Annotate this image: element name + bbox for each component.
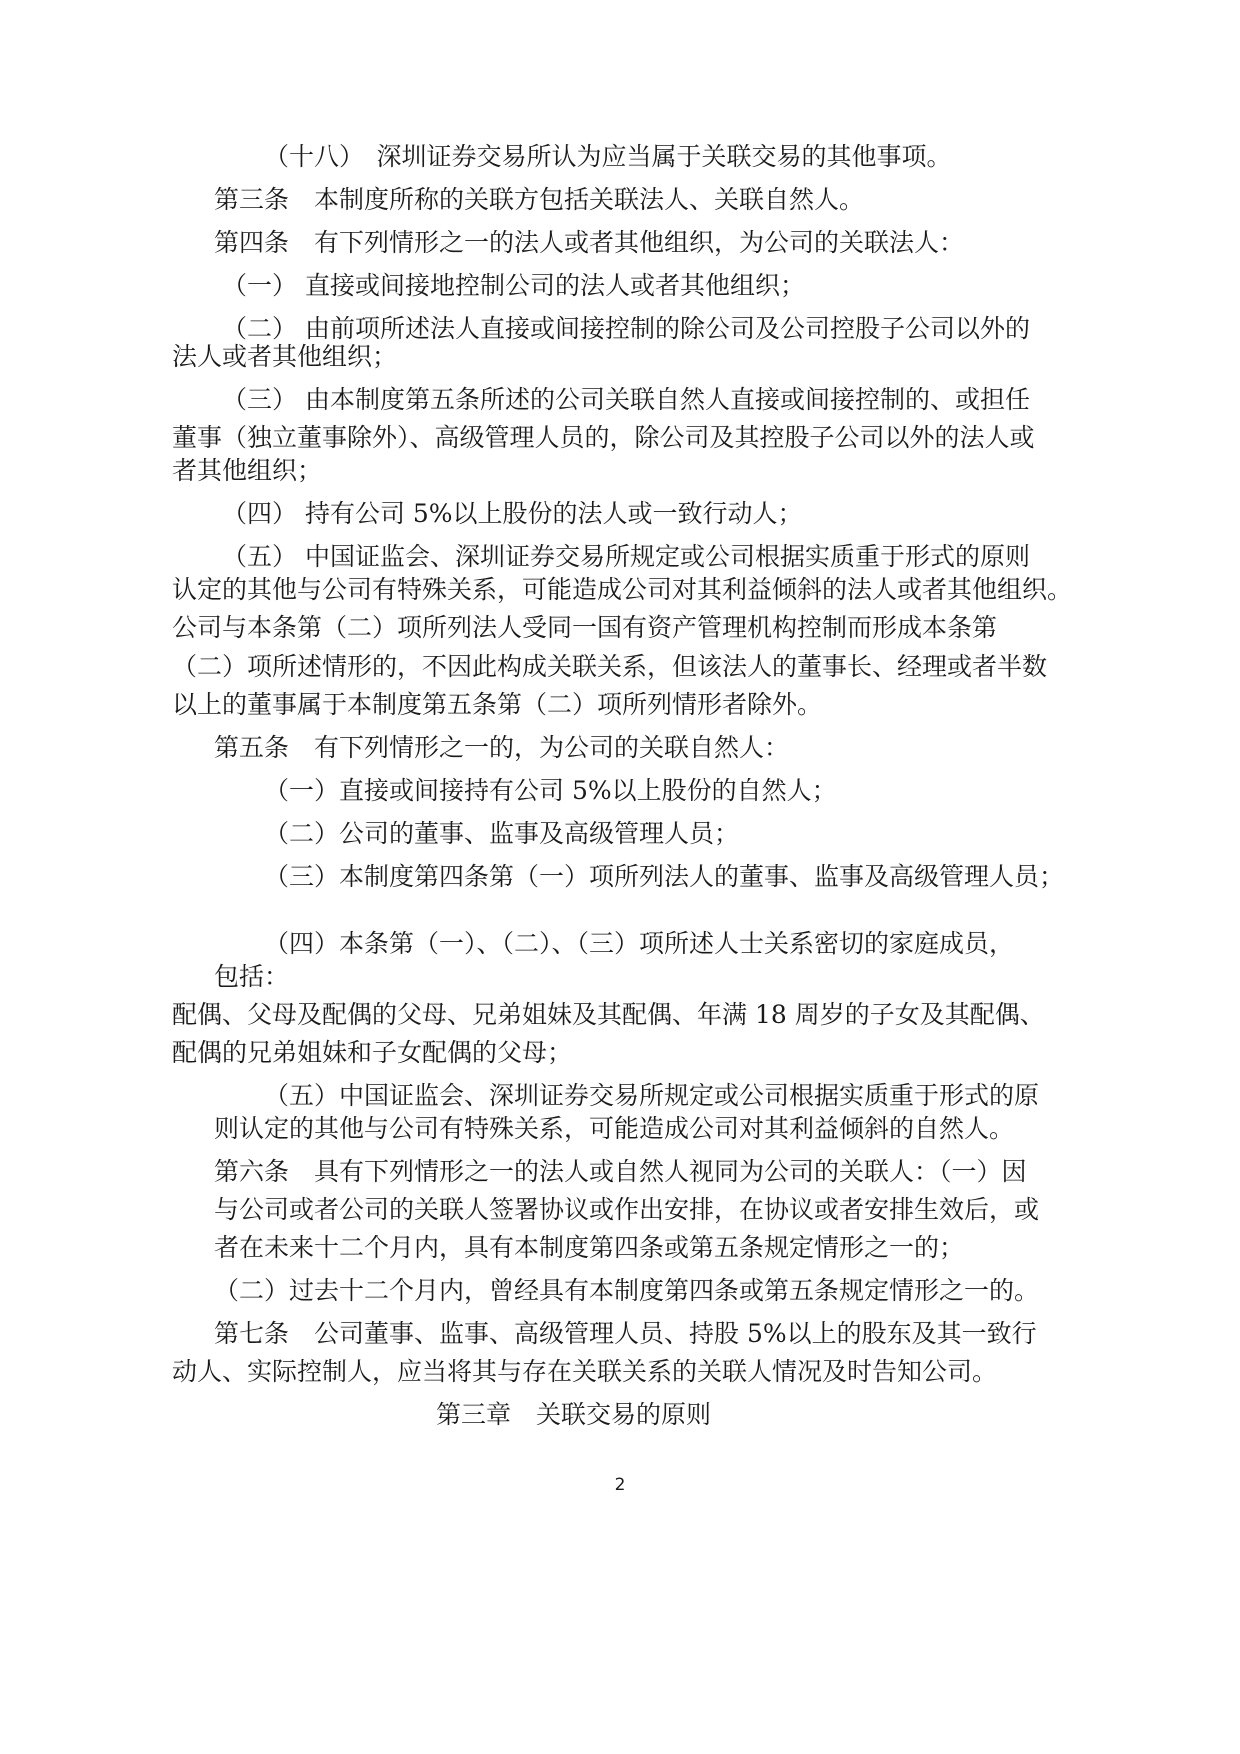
article-4-line: 第四条 有下列情形之一的法人或者其他组织，为公司的关联法人：	[214, 228, 965, 257]
text-line: （四） 持有公司 5%以上股份的法人或一致行动人；	[222, 499, 803, 528]
text-line: （一） 直接或间接地控制公司的法人或者其他组织；	[222, 271, 805, 300]
text-line: （二）项所述情形的，不因此构成关联关系，但该法人的董事长、经理或者半数	[172, 652, 1048, 681]
text-line: 者在未来十二个月内，具有本制度第四条或第五条规定情形之一的；	[214, 1233, 965, 1262]
text-line: （三） 由本制度第五条所述的公司关联自然人直接或间接控制的、或担任	[222, 385, 1030, 414]
article-7-line: 第七条 公司董事、监事、高级管理人员、持股 5%以上的股东及其一致行	[214, 1319, 1037, 1348]
text-line: （二）过去十二个月内，曾经具有本制度第四条或第五条规定情形之一的。	[214, 1276, 1040, 1305]
text-line: （十八） 深圳证券交易所认为应当属于关联交易的其他事项。	[264, 142, 952, 171]
article-5-line: 第五条 有下列情形之一的，为公司的关联自然人：	[214, 733, 790, 762]
text-line: （三）本制度第四条第（一）项所列法人的董事、监事及高级管理人员；	[264, 862, 1065, 891]
text-line: 认定的其他与公司有特殊关系，可能造成公司对其利益倾斜的法人或者其他组织。	[172, 575, 1073, 604]
text-line: （五）中国证监会、深圳证券交易所规定或公司根据实质重于形式的原	[264, 1081, 1040, 1110]
article-6-line: 第六条 具有下列情形之一的法人或自然人视同为公司的关联人：（一）因	[214, 1157, 1027, 1186]
text-line: 董事（独立董事除外）、高级管理人员的，除公司及其控股子公司以外的法人或	[172, 423, 1035, 452]
text-line: 法人或者其他组织；	[172, 342, 398, 371]
text-line: 配偶、父母及配偶的父母、兄弟姐妹及其配偶、年满 18 周岁的子女及其配偶、	[172, 1000, 1045, 1029]
chapter-heading: 第三章 关联交易的原则	[436, 1400, 712, 1429]
text-line: 动人、实际控制人，应当将其与存在关联关系的关联人情况及时告知公司。	[172, 1357, 998, 1386]
text-line: （二）公司的董事、监事及高级管理人员；	[264, 819, 740, 848]
text-line: 者其他组织；	[172, 456, 323, 485]
text-line: （四）本条第（一）、（二）、（三）项所述人士关系密切的家庭成员，	[264, 929, 1015, 958]
text-line: 配偶的兄弟姐妹和子女配偶的父母；	[172, 1038, 573, 1067]
article-3-line: 第三条 本制度所称的关联方包括关联法人、关联自然人。	[214, 185, 865, 214]
text-line: （一）直接或间接持有公司 5%以上股份的自然人；	[264, 776, 837, 805]
text-line: 与公司或者公司的关联人签署协议或作出安排，在协议或者安排生效后，或	[214, 1195, 1040, 1224]
text-line: 包括：	[214, 962, 290, 991]
text-line: （五） 中国证监会、深圳证券交易所规定或公司根据实质重于形式的原则	[222, 542, 1030, 571]
text-line: 以上的董事属于本制度第五条第（二）项所列情形者除外。	[172, 690, 823, 719]
text-line: （二） 由前项所述法人直接或间接控制的除公司及公司控股子公司以外的	[222, 314, 1030, 343]
page-number: 2	[614, 1475, 626, 1495]
text-line: 则认定的其他与公司有特殊关系，可能造成公司对其利益倾斜的自然人。	[214, 1114, 1015, 1143]
text-line: 公司与本条第（二）项所列法人受同一国有资产管理机构控制而形成本条第	[172, 613, 998, 642]
